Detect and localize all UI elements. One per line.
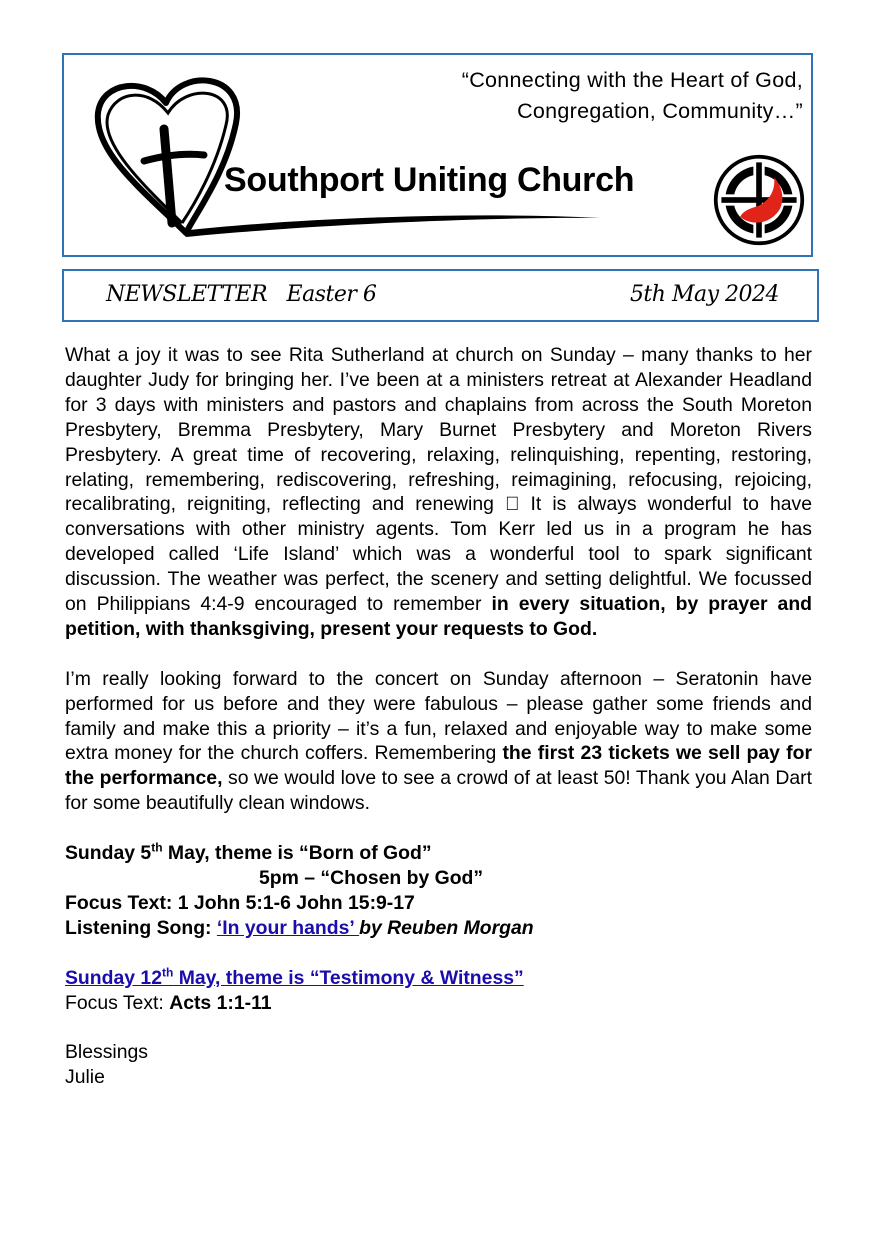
song-label: Listening Song: — [65, 916, 217, 939]
sunday-12-theme-pre: Sunday 12 — [65, 966, 162, 989]
song-artist: by Reuben Morgan — [359, 916, 534, 939]
newsletter-title: NEWSLETTER Easter 6 — [106, 282, 377, 307]
sunday-5-evening — [65, 866, 812, 891]
paragraph-concert-bold: the first 23 tickets we sell pay for the performance, — [65, 742, 812, 790]
sunday-12-focus-ref: Acts 1:1-11 — [169, 991, 272, 1014]
paragraph-concert-text-a: I’m really looking forward to the concert on Sunday afternoon – Seratonin have performed for us before and they were fabulous – please gather some friends and family and make this a priority – it’s a fun, relaxed and enjoyable way to make some extra money for the church coffers. Remembering — [65, 667, 812, 765]
uniting-church-emblem-icon — [712, 153, 806, 247]
paragraph-retreat-text: What a joy it was to see Rita Sutherland at church on Sunday – many thanks to her daughter Judy for bringing her. I’ve been at a ministers retreat at Alexander Headland for 3 days with ministers and pastors and chaplains from across the South Moreton Presbytery, Bremma Presbytery, Mary Burnet Presbytery and Moreton Rivers Presbytery. A great time of recovering, relaxing, relinquishing, repenting, restoring, relating, remembering, rediscovering, refreshing, reimagining, refocusing, rejoicing, recalibrating, reigniting, reflecting and renewing It is always wonderful to have conversations with other ministry agents. Tom Kerr led us in a program he has developed called ‘Life Island’ which was a wonderful tool to spark significant discussion. The weather was perfect, the scenery and setting delightful. We focussed on Philippians 4:4-9 encouraged to remember — [65, 344, 812, 616]
sunday-5-theme — [65, 841, 812, 866]
sunday-12-theme — [65, 966, 812, 991]
signoff-blessings: Blessings — [65, 1041, 148, 1064]
sunday-5-theme-pre: Sunday 5 — [65, 842, 152, 865]
sunday-12-focus-label: Focus Text: — [65, 991, 170, 1014]
sunday-5-evening-text: 5pm – “Chosen by God” — [259, 867, 484, 889]
song-link-text: ‘In your hands’ — [216, 916, 360, 939]
tagline — [462, 65, 803, 127]
masthead — [62, 53, 813, 257]
paragraph-concert — [65, 667, 812, 816]
church-name: Southport Uniting Church — [224, 161, 635, 199]
sunday-12-focus — [65, 991, 812, 1016]
sunday-12-theme-post: May, theme is “Testimony & Witness” — [173, 966, 524, 989]
paragraph-retreat — [65, 343, 812, 642]
sunday-5-theme-sup: th — [151, 840, 163, 855]
tagline-line-1: “Connecting with the Heart of God, — [461, 68, 803, 92]
newsletter-date: 5th May 2024 — [629, 282, 779, 307]
newsletter-banner — [62, 269, 819, 322]
sunday-5-focus — [65, 891, 812, 916]
sunday-5-song — [65, 916, 812, 941]
sunday-5-theme-post: May, theme is “Born of God” — [162, 842, 432, 865]
signoff-name: Julie — [65, 1066, 105, 1089]
sunday-5-focus-text: Focus Text: 1 John 5:1-6 John 15:9-17 — [65, 891, 415, 914]
sunday-12-theme-link[interactable] — [65, 967, 524, 989]
paragraph-concert-text-b: so we would love to see a crowd of at least 50! Thank you Alan Dart for some beautifully clean windows. — [65, 767, 813, 815]
tagline-line-2: Congregation, Community…” — [517, 99, 803, 123]
song-link[interactable] — [217, 917, 359, 939]
sunday-12-theme-sup: th — [162, 965, 174, 980]
paragraph-retreat-bold: in every situation, by prayer and petition, with thanksgiving, present your requests to God. — [65, 593, 813, 640]
newsletter-body — [65, 343, 812, 1090]
